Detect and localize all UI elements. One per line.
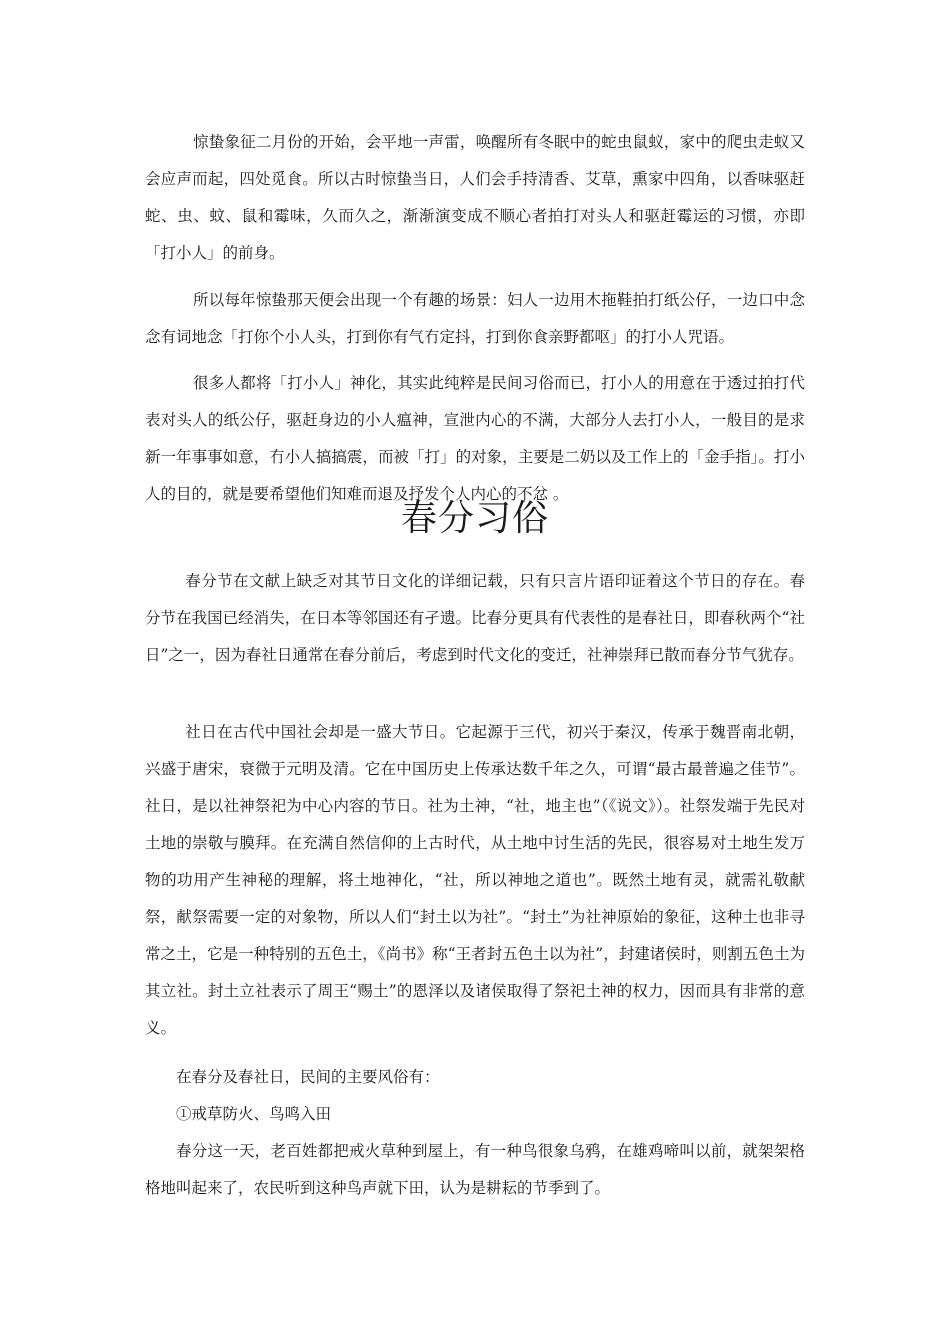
section-paragraph-4: 春分这一天，老百姓都把戒火草种到屋上，有一种鸟很象乌鸦，在雄鸡啼叫以前，就架架格格地叫起来了，农民听到这种鸟声就下田，认为是耕耘的节季到了。: [145, 1142, 805, 1197]
section-paragraph-2: 社日在古代中国社会却是一盛大节日。它起源于三代，初兴于秦汉，传承于魏晋南北朝，兴盛于唐宋，衰微于元明及清。它在中国历史上传承达数千年之久，可谓“最古最普遍之佳节”。 社日，是以社神祭祀为中心内容的节日。社为土神，“社，地主也”（《说文》）。社祭发端于先民对土地的崇敬与膜拜。在充满自然信仰的上古时代，从土地中讨生活的先民，很容易对土地生发万物的功用产生神秘的理解，将土地神化，“社，所以神地之道也”。既然土地有灵，就需礼敬献祭，献祭需要一定的对象物，所以人们“封土以为社”。“封土”为社神原始的象征，这种土也非寻常之土，它是一种特别的五色土，《尚书》称“王者封五色土以为社”，封建诸侯时，则割五色土为其立社。封土立社表示了周王“赐土”的恩泽以及诸侯取得了祭祀土神的权力，因而具有非常的意义。: [145, 723, 805, 1037]
section-list-item-1: ①戒草防火、鸟鸣入田: [176, 1105, 332, 1123]
intro-paragraph-2: 所以每年惊蛰那天便会出现一个有趣的场景：妇人一边用木拖鞋拍打纸公仔，一边口中念念有词地念「打你个小人头，打到你有气冇定抖，打到你食亲野都呕」的打小人咒语。: [145, 291, 805, 346]
section-title: 春分习俗: [400, 498, 549, 539]
intro-paragraph-3: 很多人都将「打小人」神化，其实此纯粹是民间习俗而已，打小人的用意在于透过拍打代表对头人的纸公仔，驱赶身边的小人瘟神，宣泄内心的不满，大部分人去打小人，一般目的是求新一年事事如意，冇小人搞搞震，而被「打」的对象，主要是二奶以及工作上的「金手指」。打小人的目的，就是要希望他们知难而退及抒发个人内心的不忿 。: [145, 374, 805, 503]
section-paragraph-3: 在春分及春社日，民间的主要风俗有：: [176, 1068, 440, 1086]
intro-paragraph-1: 惊蛰象征二月份的开始，会平地一声雷，唤醒所有冬眠中的蛇虫鼠蚁，家中的爬虫走蚁又会应声而起，四处觅食。所以古时惊蛰当日，人们会手持清香、艾草，熏家中四角，以香味驱赶蛇、虫、蚊、鼠和霉味，久而久之，渐渐演变成不顺心者拍打对头人和驱赶霉运的习惯，亦即「打小人」的前身。: [145, 133, 805, 262]
section-paragraph-1: 春分节在文献上缺乏对其节日文化的详细记载，只有只言片语印证着这个节日的存在。春分节在我国已经消失，在日本等邻国还有孑遗。比春分更具有代表性的是春社日，即春秋两个“社日”之一，因为春社日通常在春分前后，考虑到时代文化的变迁，社神崇拜已散而春分节气犹存。: [145, 572, 805, 664]
